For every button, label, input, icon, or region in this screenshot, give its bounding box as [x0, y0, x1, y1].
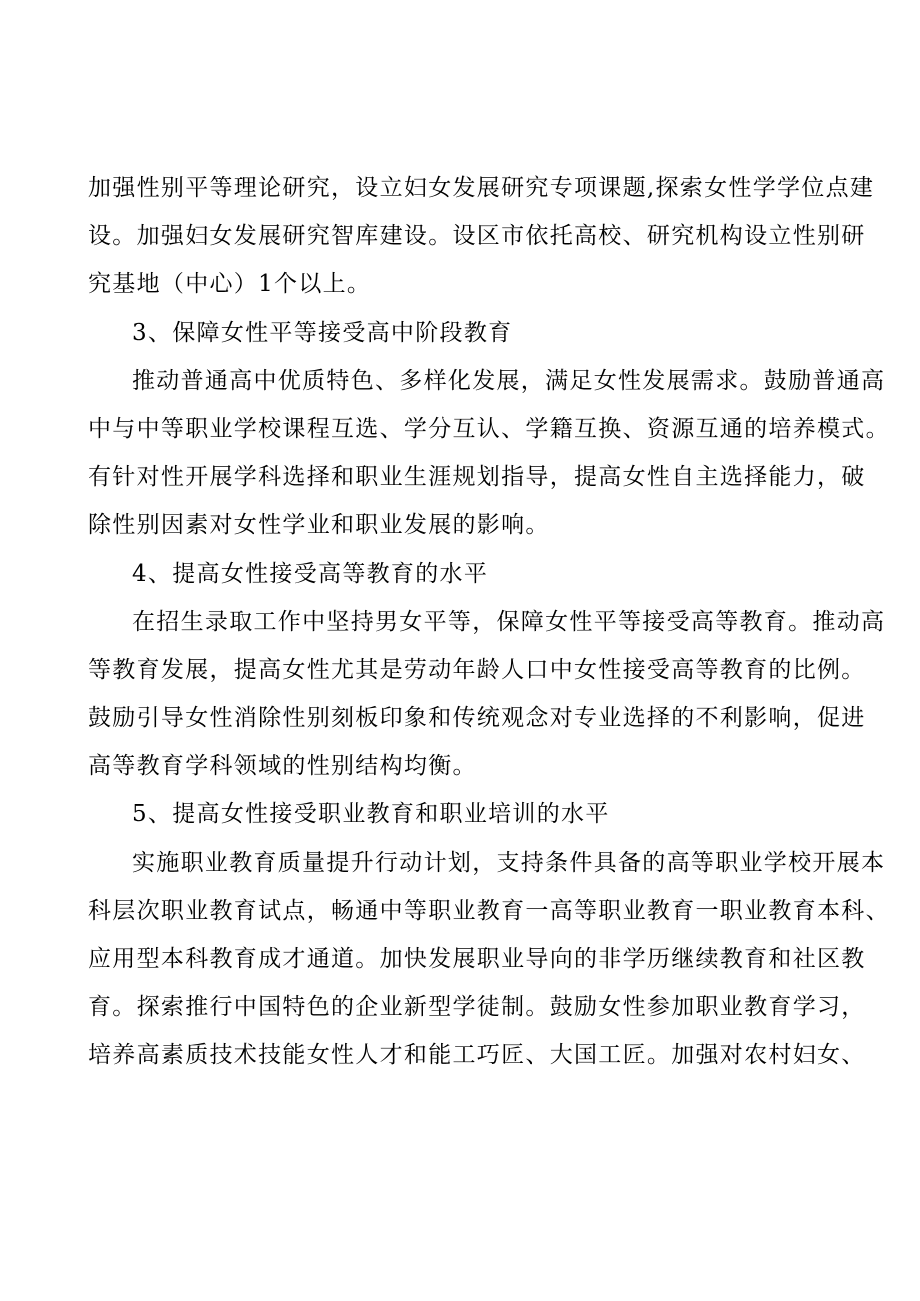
paragraph-line: 实施职业教育质量提升行动计划，支持条件具备的高等职业学校开展本	[132, 849, 886, 876]
paragraph-line: 加强性别平等理论研究，设立妇女发展研究专项课题,探索女性学学位点建	[88, 175, 875, 201]
paragraph-line: 培养高素质技术技能女性人才和能工巧匠、大国工匠。加强对农村妇女、	[88, 1042, 866, 1069]
paragraph-line: 高等教育学科领域的性别结构均衡。	[88, 753, 477, 780]
paragraph-line: 中与中等职业学校课程互选、学分互认、学籍互换、资源互通的培养模式。	[88, 415, 890, 442]
paragraph-line: 应用型本科教育成才通道。加快发展职业导向的非学历继续教育和社区教	[88, 946, 866, 972]
paragraph-line: 推动普通高中优质特色、多样化发展，满足女性发展需求。鼓励普通高	[132, 367, 886, 394]
paragraph-line: 在招生录取工作中坚持男女平等，保障女性平等接受高等教育。推动高	[132, 608, 886, 635]
paragraph-line: 除性别因素对女性学业和职业发展的影响。	[88, 512, 550, 539]
paragraph-line: 究基地（中心）1个以上。	[88, 271, 372, 298]
section-heading: 4、提高女性接受高等教育的水平	[132, 560, 489, 587]
paragraph-line: 等教育发展，提高女性尤其是劳动年龄人口中女性接受高等教育的比例。	[88, 656, 866, 683]
paragraph-line: 育。探索推行中国特色的企业新型学徒制。鼓励女性参加职业教育学习，	[88, 994, 866, 1021]
paragraph-line: 设。加强妇女发展研究智库建设。设区市依托高校、研究机构设立性别研	[88, 223, 866, 250]
section-heading: 3、保障女性平等接受高中阶段教育	[132, 319, 513, 346]
document-body	[88, 164, 890, 1080]
paragraph-line: 鼓励引导女性消除性别刻板印象和传统观念对专业选择的不利影响，促进	[88, 705, 866, 732]
section-heading: 5、提高女性接受职业教育和职业培训的水平	[132, 801, 610, 828]
paragraph-line: 有针对性开展学科选择和职业生涯规划指导，提高女性自主选择能力，破	[88, 464, 866, 491]
paragraph-line: 科层次职业教育试点，畅通中等职业教育一高等职业教育一职业教育本科、	[88, 897, 890, 924]
